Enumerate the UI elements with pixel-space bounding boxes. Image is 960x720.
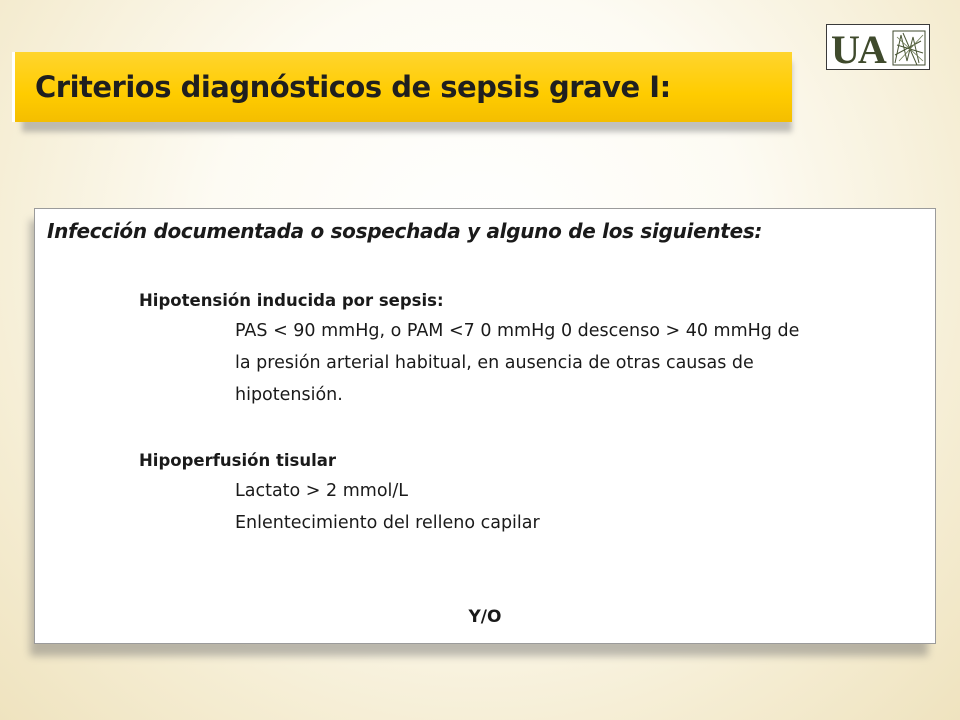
section-line: Enlentecimiento del relleno capilar (235, 513, 540, 533)
university-logo-icon (827, 25, 929, 69)
section-line: PAS < 90 mmHg, o PAM <7 0 mmHg 0 descenso > 40 mmHg de (235, 321, 800, 341)
university-logo (826, 24, 930, 70)
section-heading-hypoperfusion: Hipoperfusión tisular (139, 451, 337, 470)
section-line: Lactato > 2 mmol/L (235, 481, 409, 501)
section-heading-hypotension: Hipotensión inducida por sepsis: (139, 291, 444, 310)
section-line: hipotensión. (235, 385, 343, 405)
slide-title: Criterios diagnósticos de sepsis grave I: (35, 70, 671, 104)
title-banner (12, 52, 792, 122)
section-line: la presión arterial habitual, en ausencia de otras causas de (235, 353, 754, 373)
logo-text: UA (831, 27, 885, 69)
intro-text: Infección documentada o sospechada y alguno de los siguientes: (47, 219, 763, 243)
conjunction-text: Y/O (468, 607, 502, 627)
criteria-box (34, 208, 936, 644)
